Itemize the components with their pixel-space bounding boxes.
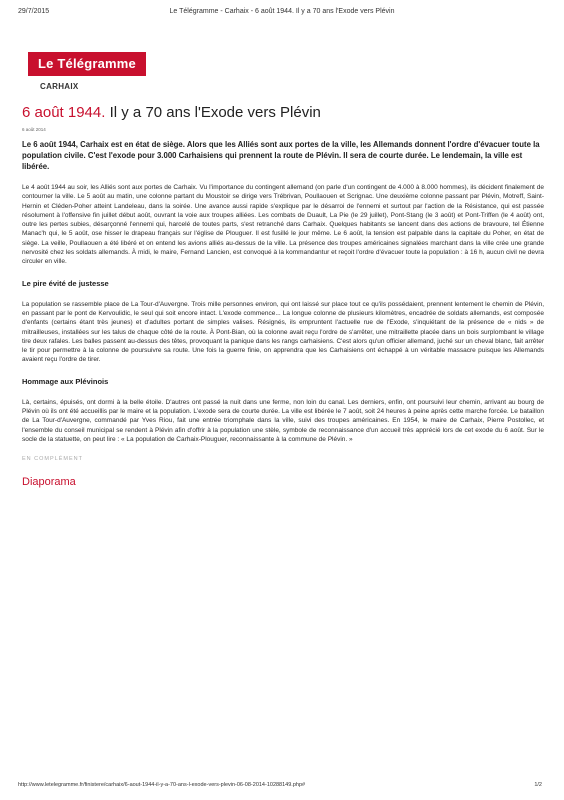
publication-date: 6 août 2014 bbox=[22, 127, 46, 132]
print-footer bbox=[18, 782, 542, 788]
article-paragraph: La population se rassemble place de La Tour-d'Auvergne. Trois mille personnes environ, qui ont laissé sur place tout ce qu'ils possédaient, prennent lentement le chemin de Plévin, en passant par le pont de Kervoulidic, le seul qui soit encore intact. L'exode commence... La longue colonne de plusieurs kilomètres, encadrée de soldats allemands, est composée d'enfants (certains étant très jeunes) et d'adultes portant de simples valises. Résignés, ils empruntent l'actuelle rue de l'Exode, s'inquiétant de la présence de « nids » de mitrailleuses, installées sur les talus de chaque côté de la route. À Pont-Bian, où la colonne avait reçu l'ordre de s'arrêter, une mitraillette placée dans un bois surplombant le village tire deux rafales. Les balles passent au-dessus des têtes, provoquant la panique dans les rangs carhaisiens. C'est alors qu'un officier allemand, juché sur un cheval blanc, fait arrêter le tir pour permettre à la colonne de poursuivre sa route. Une fois la guerre finie, on apprendra que les Carhaisiens ont échappé à un véritable massacre puisque les Allemands avaient reçu l'ordre de tirer. bbox=[22, 300, 544, 364]
article-paragraph: Là, certains, épuisés, ont dormi à la belle étoile. D'autres ont passé la nuit dans une ferme, non loin du canal. Les derniers, enfin, ont poursuivi leur chemin, arrivant au bourg de Plévin où ils ont été accueillis par le maire et la population. L'exode sera de courte durée. La ville est libérée le 7 août, soit 24 heures à peine après cette marche forcée. Le bataillon de La Tour-d'Auvergne, commandé par Yves Riou, fait une entrée triomphale dans la ville, suivi des troupes américaines. En 1954, le maire de Carhaix, Pierre Postollec, et l'ensemble du conseil municipal se rendent à Plévin afin d'offrir à la population une stèle, symbole de reconnaissance d'un accueil très apprécié lors de cet exode du 6 août. Sur le socle de la statuette, on peut lire : « La population de Carhaix-Plouguer, reconnaissante à la commune de Plévin. » bbox=[22, 398, 544, 443]
article-lead: Le 6 août 1944, Carhaix est en état de siège. Alors que les Alliés sont aux portes de la ville, les Allemands donnent l'ordre d'évacuer toute la population civile. C'est l'exode pour 3.000 Carhaisiens qui prennent la route de Plévin. Il sera de courte durée. Le lendemain, la ville est libérée. bbox=[22, 140, 540, 171]
diaporama-link[interactable]: Diaporama bbox=[22, 476, 76, 489]
print-header bbox=[18, 8, 546, 20]
headline-date: 6 août 1944. bbox=[22, 104, 106, 121]
subheading: Le pire évité de justesse bbox=[22, 278, 109, 288]
photo-credit: EN COMPLÉMENT bbox=[22, 456, 83, 463]
subheading: Hommage aux Plévinois bbox=[22, 376, 109, 386]
article-paragraph: Le 4 août 1944 au soir, les Alliés sont aux portes de Carhaix. Vu l'importance du contingent allemand (on parle d'un contingent de 4.000 à 8.000 hommes), ils décident finalement de contourner la ville. Le 5 août au matin, une colonne partant du Moustoir se dirige vers Trébrivan, Poullaouen et Scrignac. Une deuxième colonne passant par Plévin, Motreff, Saint-Hernin et Cléden-Poher atteint Landeleau, dans la soirée. Une avance aussi rapide s'explique par le désarroi de l'ennemi et surtout par l'action de la Résistance, qui est passée résolument à l'offensive fin juillet début août, ouvrant la voie aux troupes alliées. Les combats de Duault, La Pie (le 29 juillet), Pont-Stang (le 3 août) et Pont-Triffen (le 4 août) ont, outre les pertes subies, désarçonné l'ennemi qui, harcelé de toutes parts, s'est retranché dans Carhaix. Quelques habitants se lancent dans des actions de bravoure, tel Étienne Manac'h qui, le 5 août, ose hisser le drapeau français sur l'église de Plouguer. Il est fusillé le jour même. Le 6 août, la tension est palpable dans la capitale du Poher, en état de siège. La veille, Poullaouen a été libéré et on entend les avions alliés au-dessus de la ville. La présence des troupes américaines signalées marchant dans la ville crée une grande nervosité chez les soldats allemands. À midi, le maire, Fernand Lancien, est convoqué à la kommandantur et reçoit l'ordre d'évacuer toute la population : à 16 h, aucun civil ne devra circuler en ville. bbox=[22, 184, 544, 266]
brand-logo[interactable]: Le Télégramme bbox=[28, 52, 146, 76]
article-body bbox=[22, 139, 544, 490]
print-page-title: Le Télégramme - Carhaix - 6 août 1944. Il y a 70 ans l'Exode vers Plévin bbox=[169, 8, 395, 15]
page-number: 1/2 bbox=[534, 782, 542, 788]
print-date: 29/7/2015 bbox=[18, 8, 50, 15]
article-headline bbox=[22, 104, 321, 121]
headline-title: Il y a 70 ans l'Exode vers Plévin bbox=[109, 104, 321, 121]
footer-url: http://www.letelegramme.fr/finistere/carhaix/6-aout-1944-il-y-a-70-ans-l-exode-vers-plevin-06-08-2014-10288149.php# bbox=[18, 782, 306, 788]
section-label: CARHAIX bbox=[40, 82, 79, 91]
